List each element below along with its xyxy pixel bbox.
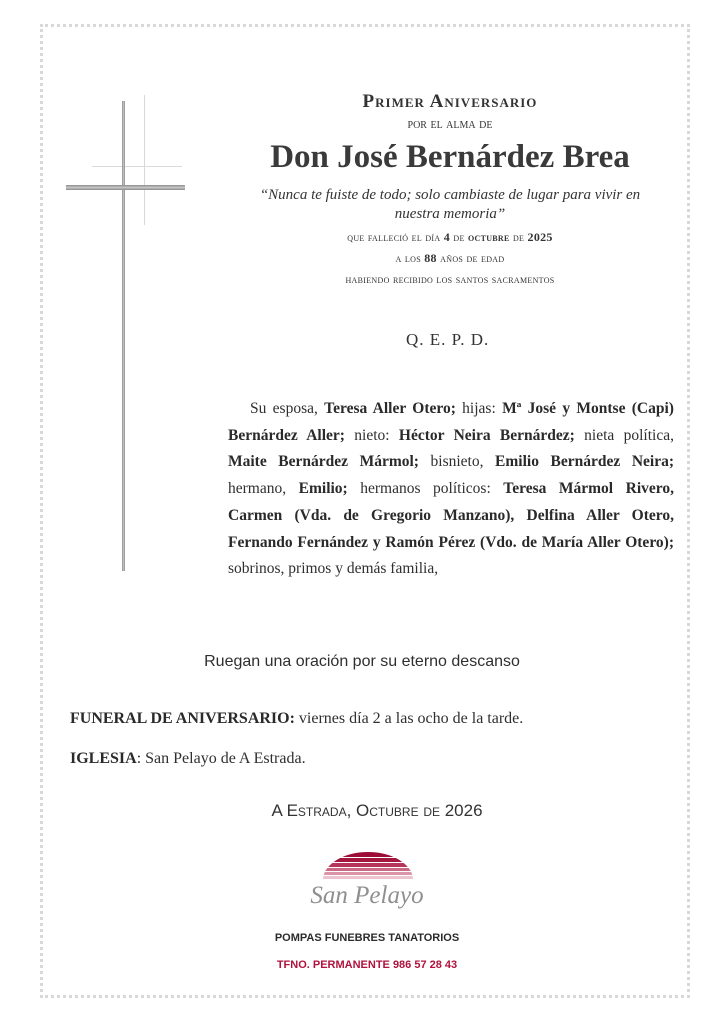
deceased-name: Don José Bernárdez Brea [270, 139, 630, 175]
announcement-title: Primer Aniversario [362, 91, 538, 112]
funeral-label: FUNERAL DE ANIVERSARIO: [70, 710, 295, 727]
church-details [70, 750, 306, 768]
announcement-subtitle: por el alma de [407, 117, 493, 132]
church-label: IGLESIA [70, 750, 137, 767]
cross-horizontal-bar [66, 185, 185, 190]
funeral-details [70, 710, 523, 728]
sacraments-line: habiendo recibido los santos sacramentos [345, 272, 555, 286]
memorial-quote: “Nunca te fuiste de todo; solo cambiaste de lugar para vivir en nuestra memoria” [259, 187, 641, 222]
funeral-home-phone: TFNO. PERMANENTE 986 57 28 43 [276, 959, 458, 971]
cross-vertical-bar [122, 101, 125, 571]
funeral-value: viernes día 2 a las ocho de la tarde. [294, 710, 524, 727]
church-value: : San Pelayo de A Estrada. [136, 750, 306, 767]
place-and-date: A Estrada, Octubre de 2026 [271, 801, 483, 820]
svg-text:San Pelayo: San Pelayo [310, 882, 424, 909]
funeral-home-name: POMPAS FUNEBRES TANATORIOS [274, 932, 460, 944]
cross-shadow-horizontal [92, 166, 182, 167]
prayer-request: Ruegan una oración por su eterno descanso [204, 653, 520, 670]
family-paragraph: Su esposa, Teresa Aller Otero; hijas: Mª José y Montse (Capi) Bernárdez Aller; nieto: Héctor Neira Bernárdez; nieta política, Maite Bernárdez Mármol; bisnieto, Emilio Bernárdez Neira; hermano, Emilio; hermanos políticos: Teresa Mármol Rivero, Carmen (Vda. de Gregorio Manzano), Delfina Aller Otero, Fernando Fernández y Ramón Pérez (Vdo. de María Aller Otero); sobrinos, primos y demás familia, [228, 400, 675, 578]
cross-shadow-vertical [144, 95, 145, 225]
san-pelayo-logo [293, 848, 441, 918]
death-date-line: que falleció el día 4 de octubre de 2025 [347, 230, 553, 244]
qepd-text: Q. E. P. D. [406, 330, 490, 349]
age-line: a los 88 años de edad [395, 251, 505, 265]
